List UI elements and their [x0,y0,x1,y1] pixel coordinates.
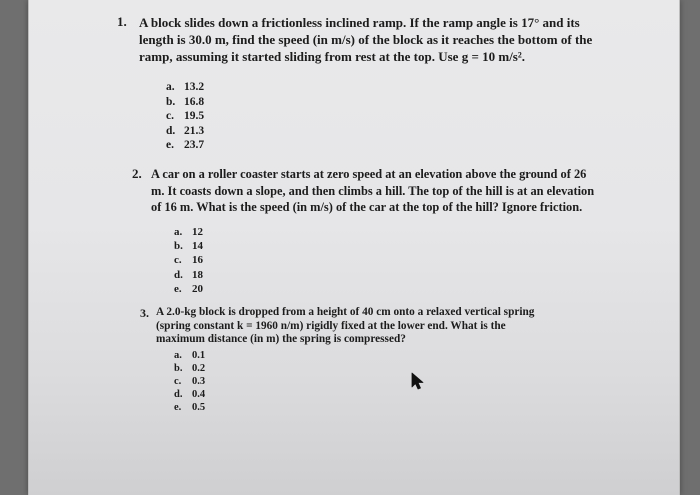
mouse-pointer-icon [411,372,425,390]
question-number: 2. [132,166,142,181]
answer-option: d. 18 [174,268,203,281]
answer-option: a. 0.1 [174,350,206,361]
question-line: length is 30.0 m, find the speed (in m/s) of the block as it reaches the bottom of the [139,32,593,47]
answer-option: a. 12 [174,226,203,238]
answer-option: e. 20 [174,282,203,295]
question-line: (spring constant k = 1960 n/m) rigidly fixed at the lower end. What is the [156,319,506,332]
answer-option: b. 14 [174,240,203,253]
question-line: of 16 m. What is the speed (in m/s) of the car at the top of the hill? Ignore friction. [151,200,583,214]
question-text [151,166,671,216]
question-line: m. It coasts down a slope, and then climbs a hill. The top of the hill is at an elevation [151,183,595,198]
question-number: 1. [117,14,127,29]
question-line: A 2.0-kg block is dropped from a height of 40 cm onto a relaxed vertical spring [156,306,535,318]
question-text [156,306,656,347]
question-line: maximum distance (in m) the spring is compressed? [156,333,406,345]
answer-option: c. 16 [174,254,203,267]
answer-option: d. 21.3 [166,124,205,137]
question-number: 3. [140,306,149,320]
question-line: A car on a roller coaster starts at zero speed at an elevation above the ground of 26 [151,167,587,181]
answer-options [174,225,203,296]
answer-option: d. 0.4 [174,389,206,400]
answer-option: e. 0.5 [174,402,206,413]
answer-option: b. 0.2 [174,363,206,374]
answer-option: a. 13.2 [166,81,205,93]
answer-option: c. 0.3 [174,376,206,387]
answer-option: c. 19.5 [166,110,205,123]
answer-option: e. 23.7 [166,139,205,152]
answer-options [174,349,205,414]
document-page [28,0,680,495]
question-text [139,14,659,65]
answer-options [166,80,204,153]
question-line: A block slides down a frictionless inclined ramp. If the ramp angle is 17° and its [139,15,580,30]
answer-option: b. 16.8 [166,95,205,108]
question-line: ramp, assuming it started sliding from rest at the top. Use g = 10 m/s². [139,49,526,64]
